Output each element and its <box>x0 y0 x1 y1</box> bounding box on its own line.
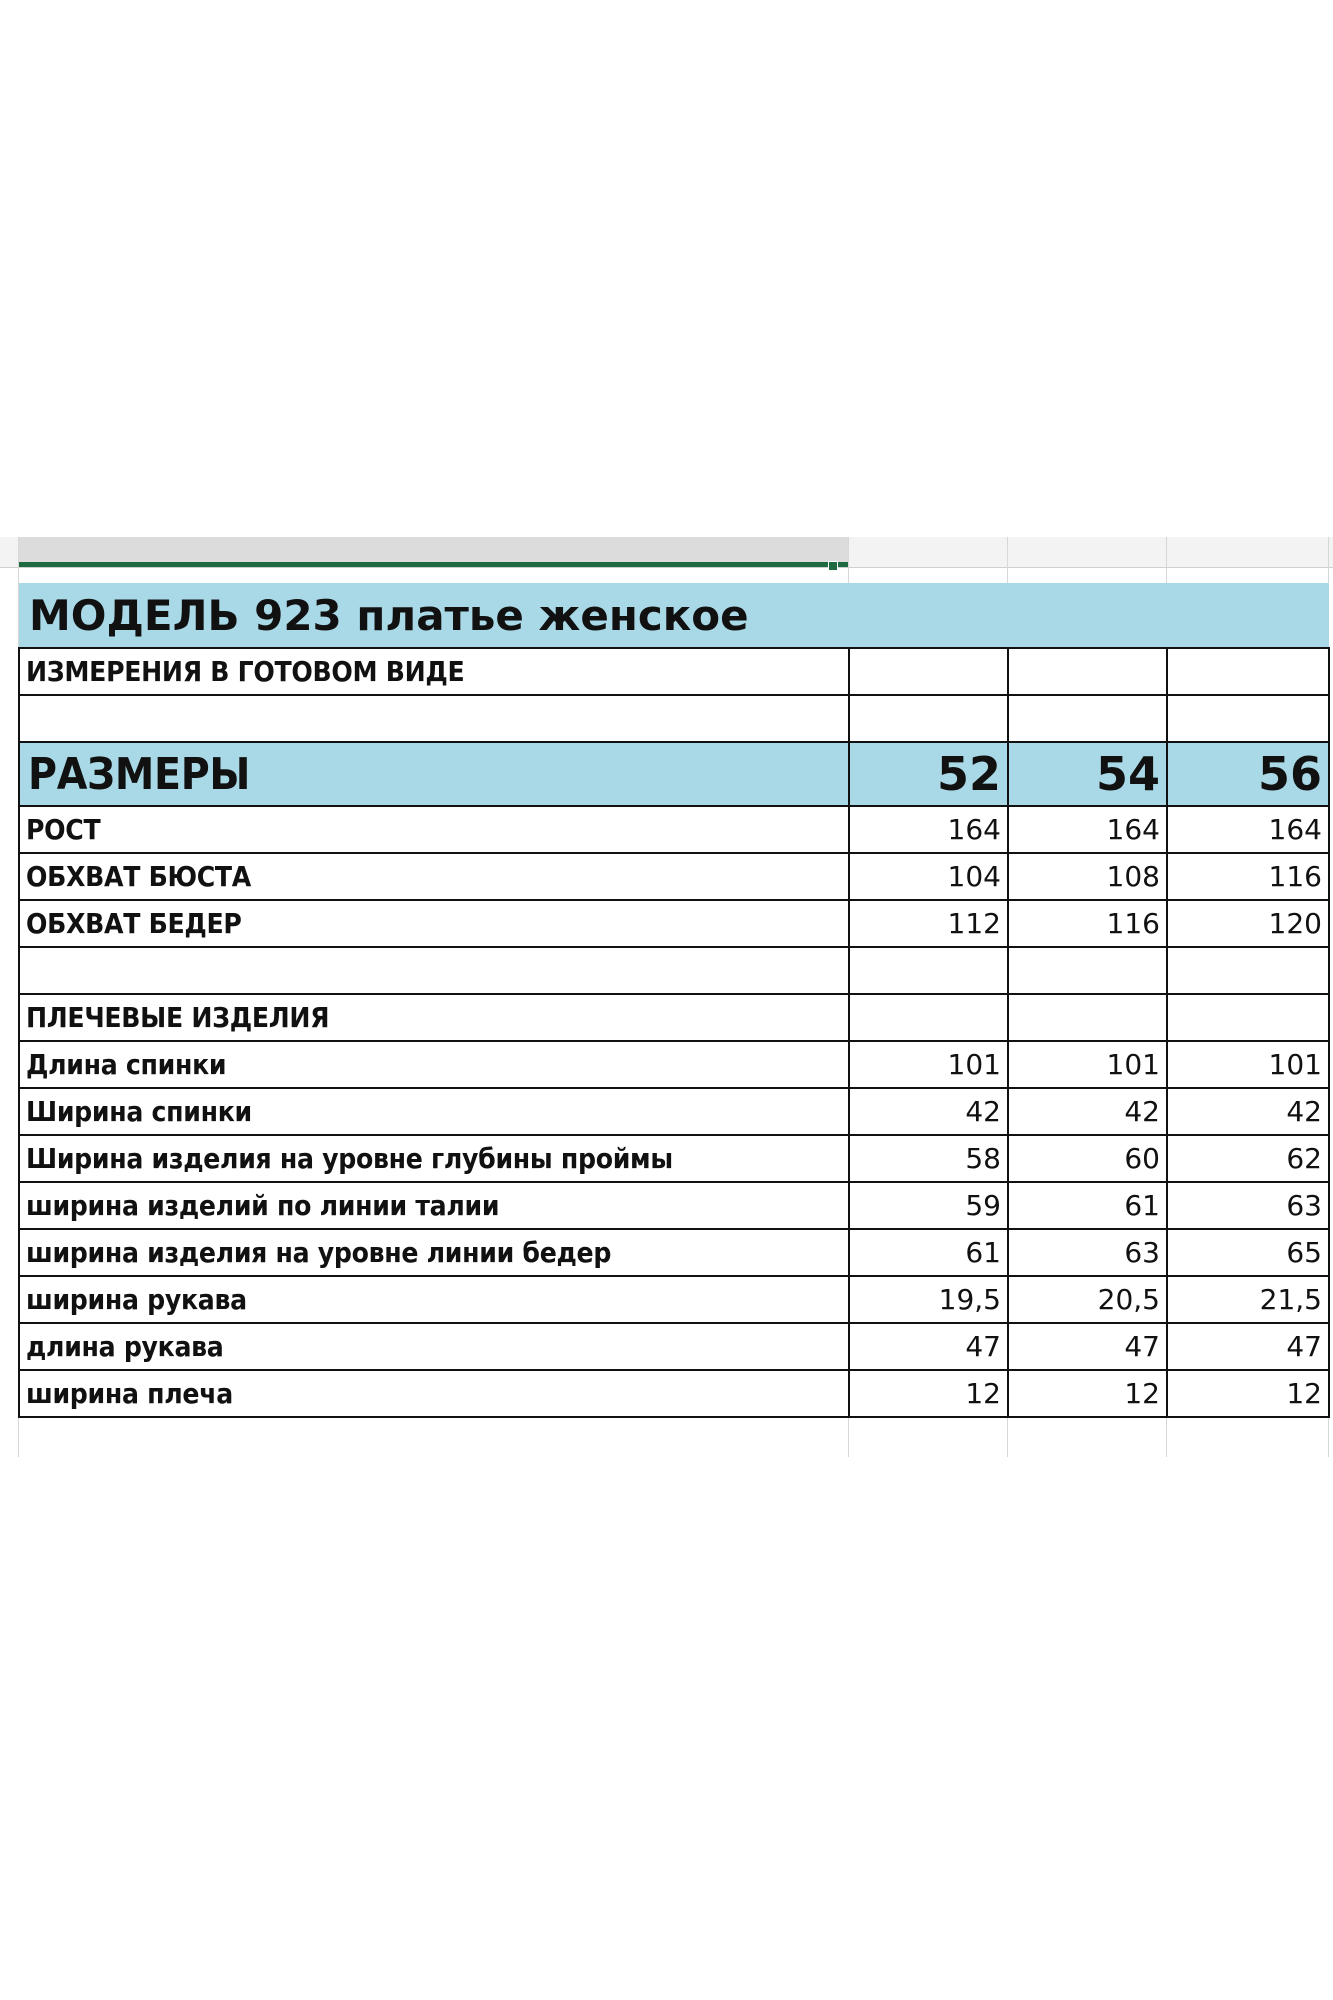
empty-cell[interactable] <box>19 695 849 742</box>
size-52[interactable]: 52 <box>849 742 1008 806</box>
row-value[interactable]: 58 <box>849 1135 1008 1182</box>
empty-cell[interactable] <box>849 947 1008 994</box>
empty-cell[interactable] <box>1008 994 1167 1041</box>
model-title-row <box>19 583 1329 648</box>
empty-cell[interactable] <box>1008 947 1167 994</box>
section-label[interactable]: ПЛЕЧЕВЫЕ ИЗДЕЛИЯ <box>19 994 849 1041</box>
row-value[interactable]: 42 <box>1008 1088 1167 1135</box>
row-value[interactable]: 116 <box>1167 853 1329 900</box>
empty-cell[interactable] <box>19 947 849 994</box>
row-value[interactable]: 112 <box>849 900 1008 947</box>
empty-cell[interactable] <box>849 994 1008 1041</box>
row-value[interactable]: 62 <box>1167 1135 1329 1182</box>
size-56[interactable]: 56 <box>1167 742 1329 806</box>
empty-cell[interactable] <box>849 648 1008 695</box>
row-value[interactable]: 101 <box>1008 1041 1167 1088</box>
row-value[interactable]: 12 <box>849 1370 1008 1417</box>
row-value[interactable]: 42 <box>849 1088 1008 1135</box>
row-label[interactable]: ширина изделия на уровне линии бедер <box>19 1229 849 1276</box>
row-label[interactable]: ширина плеча <box>19 1370 849 1417</box>
model-title[interactable]: МОДЕЛЬ 923 платье женское <box>19 583 1329 648</box>
subtitle-row <box>19 648 1329 695</box>
row-value[interactable]: 59 <box>849 1182 1008 1229</box>
row-label[interactable]: Длина спинки <box>19 1041 849 1088</box>
row-label[interactable]: РОСТ <box>19 806 849 853</box>
row-value[interactable]: 47 <box>1167 1323 1329 1370</box>
row-value[interactable]: 101 <box>849 1041 1008 1088</box>
fill-handle[interactable] <box>828 561 838 571</box>
spreadsheet-area <box>0 537 1333 1457</box>
empty-cell[interactable] <box>1008 648 1167 695</box>
empty-cell[interactable] <box>849 695 1008 742</box>
row-value[interactable]: 63 <box>1167 1182 1329 1229</box>
row-label[interactable]: ширина рукава <box>19 1276 849 1323</box>
row-value[interactable]: 61 <box>849 1229 1008 1276</box>
table-row <box>19 1088 1329 1135</box>
table-row <box>19 1135 1329 1182</box>
row-value[interactable]: 65 <box>1167 1229 1329 1276</box>
row-label[interactable]: ОБХВАТ БЮСТА <box>19 853 849 900</box>
size-54[interactable]: 54 <box>1008 742 1167 806</box>
empty-row <box>19 947 1329 994</box>
table-row <box>19 900 1329 947</box>
table-row <box>19 1041 1329 1088</box>
empty-cell[interactable] <box>1167 695 1329 742</box>
row-value[interactable]: 47 <box>849 1323 1008 1370</box>
row-value[interactable]: 21,5 <box>1167 1276 1329 1323</box>
empty-cell[interactable] <box>1167 994 1329 1041</box>
empty-cell[interactable] <box>1167 947 1329 994</box>
row-value[interactable]: 42 <box>1167 1088 1329 1135</box>
table-row <box>19 1323 1329 1370</box>
row-value[interactable]: 101 <box>1167 1041 1329 1088</box>
column-header-strip <box>0 537 1333 568</box>
row-label[interactable]: Ширина изделия на уровне глубины проймы <box>19 1135 849 1182</box>
table-row <box>19 806 1329 853</box>
table-row <box>19 853 1329 900</box>
empty-cell[interactable] <box>1008 695 1167 742</box>
sizes-header-row <box>19 742 1329 806</box>
table-row <box>19 1182 1329 1229</box>
row-value[interactable]: 104 <box>849 853 1008 900</box>
row-value[interactable]: 120 <box>1167 900 1329 947</box>
row-value[interactable]: 61 <box>1008 1182 1167 1229</box>
row-value[interactable]: 63 <box>1008 1229 1167 1276</box>
row-label[interactable]: ширина изделий по линии талии <box>19 1182 849 1229</box>
row-label[interactable]: ОБХВАТ БЕДЕР <box>19 900 849 947</box>
sizes-label[interactable]: РАЗМЕРЫ <box>19 742 849 806</box>
row-value[interactable]: 12 <box>1008 1370 1167 1417</box>
size-table <box>18 583 1330 1418</box>
row-label[interactable]: длина рукава <box>19 1323 849 1370</box>
row-value[interactable]: 164 <box>1008 806 1167 853</box>
empty-row <box>19 695 1329 742</box>
row-value[interactable]: 19,5 <box>849 1276 1008 1323</box>
row-value[interactable]: 164 <box>849 806 1008 853</box>
row-label[interactable]: Ширина спинки <box>19 1088 849 1135</box>
subtitle-cell[interactable]: ИЗМЕРЕНИЯ В ГОТОВОМ ВИДЕ <box>19 648 849 695</box>
table-row <box>19 1276 1329 1323</box>
empty-cell[interactable] <box>1167 648 1329 695</box>
section-row <box>19 994 1329 1041</box>
row-value[interactable]: 108 <box>1008 853 1167 900</box>
selected-column-header[interactable] <box>18 537 848 567</box>
row-value[interactable]: 20,5 <box>1008 1276 1167 1323</box>
table-row <box>19 1229 1329 1276</box>
row-value[interactable]: 47 <box>1008 1323 1167 1370</box>
row-value[interactable]: 116 <box>1008 900 1167 947</box>
table-row <box>19 1370 1329 1417</box>
row-value[interactable]: 12 <box>1167 1370 1329 1417</box>
row-value[interactable]: 60 <box>1008 1135 1167 1182</box>
row-value[interactable]: 164 <box>1167 806 1329 853</box>
